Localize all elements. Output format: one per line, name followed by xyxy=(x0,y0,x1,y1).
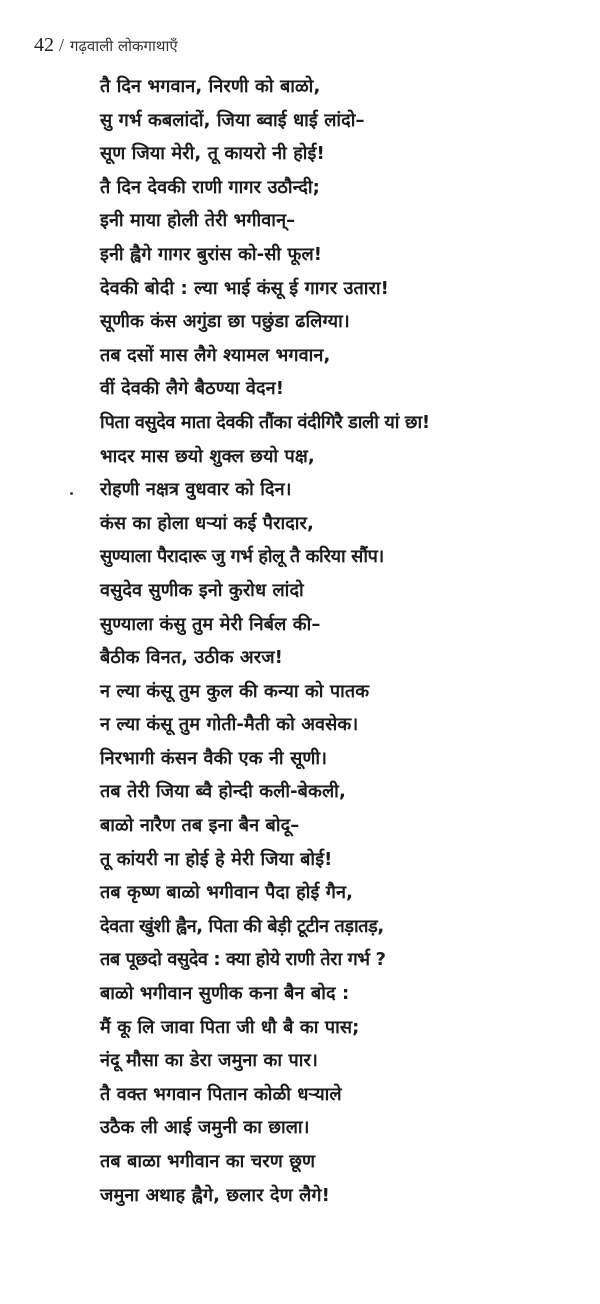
header-separator: / xyxy=(59,35,65,55)
verse-line: देवकी बोदी : ल्या भाई कंसू ई गागर उतारा! xyxy=(100,277,389,299)
verse-line: पिता वसुदेव माता देवकी तौंका वंदीगिरै डाली यां छा! xyxy=(100,411,430,433)
verse-line: रोहणी नक्षत्र वुधवार को दिन। xyxy=(100,479,292,501)
verse-line: मैं कू लि जावा पिता जी धौ बै का पास; xyxy=(100,1016,360,1038)
verse-line: सूणीक कंस अगुंडा छा पछुंडा ढलिग्या। xyxy=(100,311,350,333)
print-speck xyxy=(70,492,73,495)
verse-text xyxy=(100,70,590,1212)
verse-line: बैठीक विनत, उठीक अरज! xyxy=(100,647,283,669)
verse-line: निरभागी कंसन वैकी एक नी सूणी। xyxy=(100,747,328,769)
verse-line: जमुना अथाह ह्वैगे, छलार देण लैगे! xyxy=(100,1184,330,1206)
verse-line: उठैक ली आई जमुनी का छाला। xyxy=(100,1117,310,1139)
page-number: 42 xyxy=(34,34,54,56)
book-title: गढ़वाली लोकगाथाएँ xyxy=(70,37,178,55)
verse-line: तब कृष्ण बाळो भगीवान पैदा होई गैन, xyxy=(100,882,354,904)
verse-line: तब तेरी जिया ब्वै होन्दी कली-बेकली, xyxy=(100,781,346,803)
verse-line: इनी माया होली तेरी भगीवान्– xyxy=(100,210,296,232)
verse-line: तै दिन भगवान, निरणी को बाळो, xyxy=(100,76,321,97)
verse-line: तू कांयरी ना होई हे मेरी जिया बोई! xyxy=(100,848,333,870)
verse-line: कंस का होला धर्‍यां कई पैरादार, xyxy=(100,512,314,534)
verse-line: तै वक्त भगवान पितान कोळी धर्‍याले xyxy=(100,1083,342,1105)
verse-line: न ल्या कंसू तुम कुल की कन्या को पातक xyxy=(100,680,370,702)
verse-line: तब बाळा भगीवान का चरण छूण xyxy=(100,1151,316,1172)
verse-line: सु गर्भ कबलांदों, जिया ब्वाई धाई लांदो– xyxy=(100,109,365,131)
verse-line: भादर मास छयो शुक्ल छयो पक्ष, xyxy=(100,445,315,467)
verse-line: नंदू मौसा का डेरा जमुना का पार। xyxy=(100,1050,318,1072)
verse-line: बाळो नारैण तब इना बैन बोदू– xyxy=(100,815,300,837)
verse-line: सुण्याला कंसु तुम मेरी निर्बल की– xyxy=(100,613,321,635)
verse-line: तब पूछदो वसुदेव : क्या होये राणी तेरा गर्भ ? xyxy=(100,949,386,971)
verse-line: बाळो भगीवान सुणीक कना बैन बोद : xyxy=(100,983,350,1005)
verse-line: वसुदेव सुणीक इनो कुरोध लांदो xyxy=(100,579,304,601)
verse-line: तै दिन देवकी राणी गागर उठौन्दी; xyxy=(100,176,320,198)
verse-line: न ल्या कंसू तुम गोती-मैती को अवसेक। xyxy=(100,714,359,736)
verse-line: सुण्याला पैरादारू जु गर्भ होलू तै करिया सौंप। xyxy=(100,546,384,568)
verse-line: वीं देवकी लैगे बैठण्या वेदन! xyxy=(100,378,285,400)
verse-line: देवता खुंशी ह्वैन, पिता की बेड़ी टूटीन तड़ातड़, xyxy=(100,915,384,937)
verse-line: सूण जिया मेरी, तू कायरो नी होई! xyxy=(100,143,325,165)
verse-line: तब दसों मास लैगे श्यामल भगवान, xyxy=(100,344,331,366)
verse-line: इनी ह्वैगे गागर बुरांस को-सी फूल! xyxy=(100,243,323,265)
page-header xyxy=(34,34,178,58)
